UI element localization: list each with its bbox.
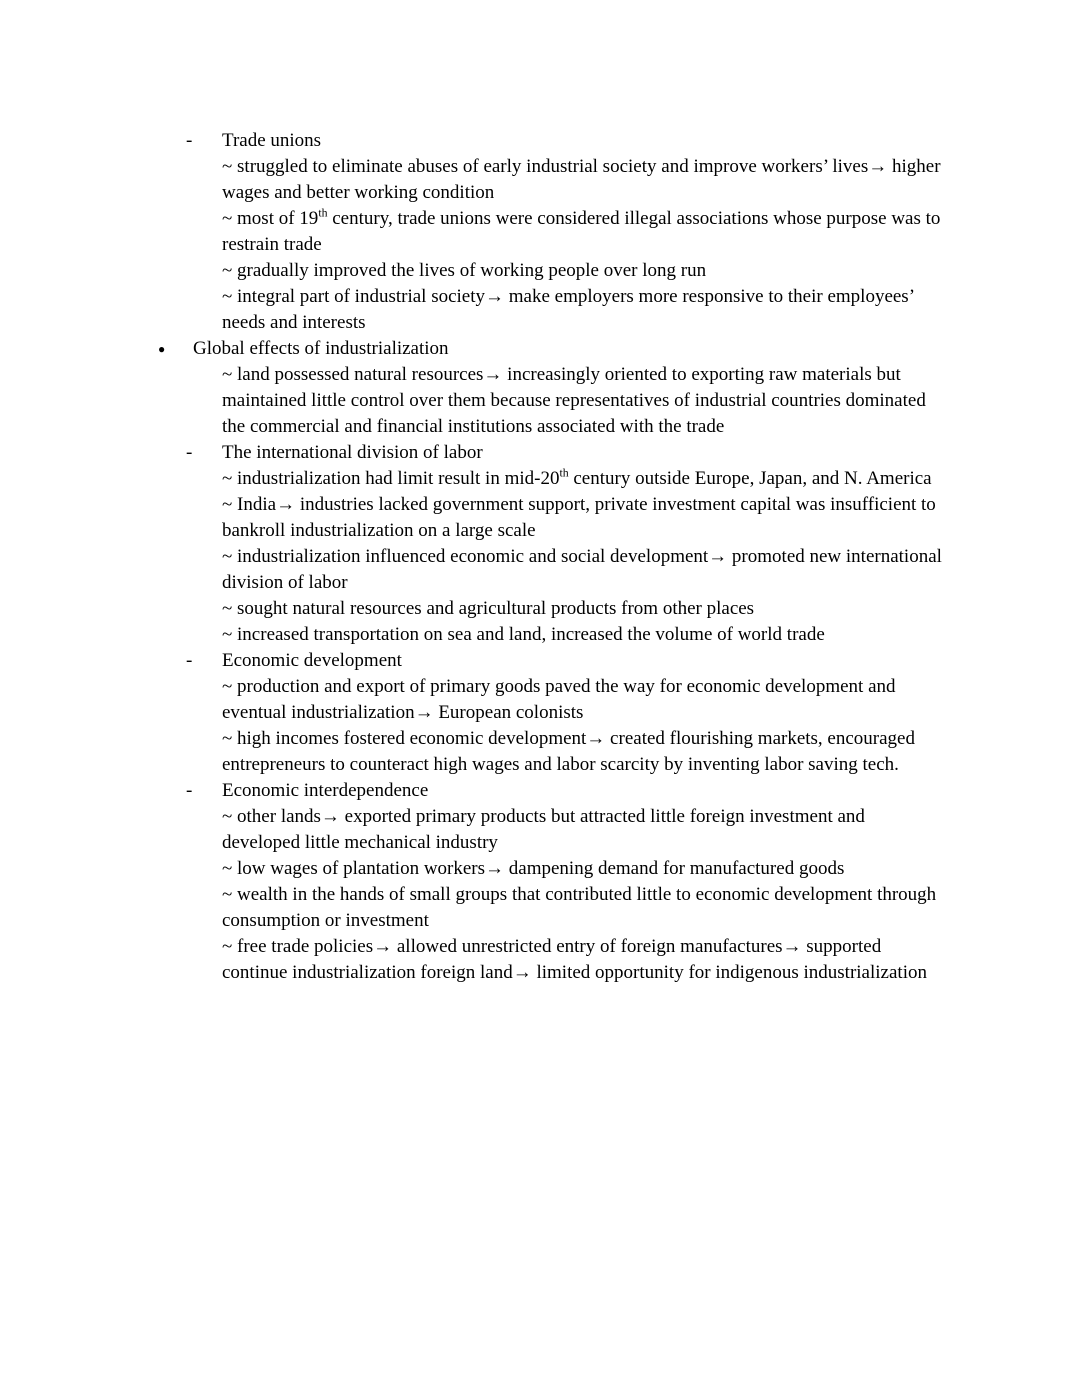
dash-bullet: - bbox=[186, 130, 193, 151]
list-item-international-division-of-labor bbox=[186, 440, 947, 466]
note-text: ~ production and export of primary goods paved the way for economic development and eventual industrialization→ European colonists bbox=[222, 676, 896, 723]
note-text: ~ integral part of industrial society→ make employers more responsive to their employees’ needs and interests bbox=[222, 286, 914, 333]
note-text-part: century, trade unions were considered illegal associations whose purpose was to restrain trade bbox=[222, 208, 941, 255]
note-text: ~ gradually improved the lives of working people over long run bbox=[222, 260, 707, 281]
note-text: ~ free trade policies→ allowed unrestricted entry of foreign manufactures→ supported continue industrialization foreign land→ limited opportunity for indigenous industrialization bbox=[222, 936, 927, 983]
note-text bbox=[222, 206, 947, 258]
list-item-economic-development bbox=[186, 648, 947, 674]
note-text: ~ high incomes fostered economic development→ created flourishing markets, encouraged entrepreneurs to counteract high wages and labor scarcity by inventing labor saving tech. bbox=[222, 728, 915, 775]
note-text: ~ low wages of plantation workers→ dampening demand for manufactured goods bbox=[222, 858, 845, 879]
note-text-part: century outside Europe, Japan, and N. America bbox=[568, 468, 932, 489]
note-text-part: ~ industrialization had limit result in mid-20 bbox=[222, 468, 560, 489]
dash-bullet: - bbox=[186, 650, 193, 671]
note-text bbox=[222, 466, 947, 492]
note-text-part: ~ most of 19 bbox=[222, 208, 319, 229]
dash-bullet: - bbox=[186, 780, 193, 801]
disc-bullet: ● bbox=[158, 342, 166, 356]
superscript: th bbox=[318, 206, 328, 220]
note-text: ~ other lands→ exported primary products but attracted little foreign investment and developed little mechanical industry bbox=[222, 806, 865, 853]
note-text: ~ wealth in the hands of small groups that contributed little to economic development through consumption or investment bbox=[222, 884, 937, 931]
list-item-title: The international division of labor bbox=[222, 442, 483, 463]
list-item-economic-interdependence bbox=[186, 778, 947, 804]
note-text: ~ land possessed natural resources→ increasingly oriented to exporting raw materials but maintained little control over them because representatives of industrial countries dominated the commercial and financial institutions associated with the trade bbox=[222, 364, 926, 437]
list-item-trade-unions bbox=[186, 128, 947, 154]
list-item-title: Global effects of industrialization bbox=[193, 338, 449, 359]
dash-bullet: - bbox=[186, 442, 193, 463]
list-item-title: Trade unions bbox=[222, 130, 322, 151]
note-text: ~ India→ industries lacked government support, private investment capital was insufficient to bankroll industrialization on a large scale bbox=[222, 494, 936, 541]
note-text: ~ struggled to eliminate abuses of early industrial society and improve workers’ lives→ higher wages and better working condition bbox=[222, 156, 941, 203]
list-item-title: Economic development bbox=[222, 650, 402, 671]
superscript: th bbox=[559, 466, 569, 480]
note-text: ~ increased transportation on sea and land, increased the volume of world trade bbox=[222, 624, 825, 645]
note-text: ~ sought natural resources and agricultural products from other places bbox=[222, 598, 755, 619]
list-item-title: Economic interdependence bbox=[222, 780, 429, 801]
list-item-global-effects bbox=[158, 336, 947, 362]
note-text: ~ industrialization influenced economic and social development→ promoted new international division of labor bbox=[222, 546, 942, 593]
